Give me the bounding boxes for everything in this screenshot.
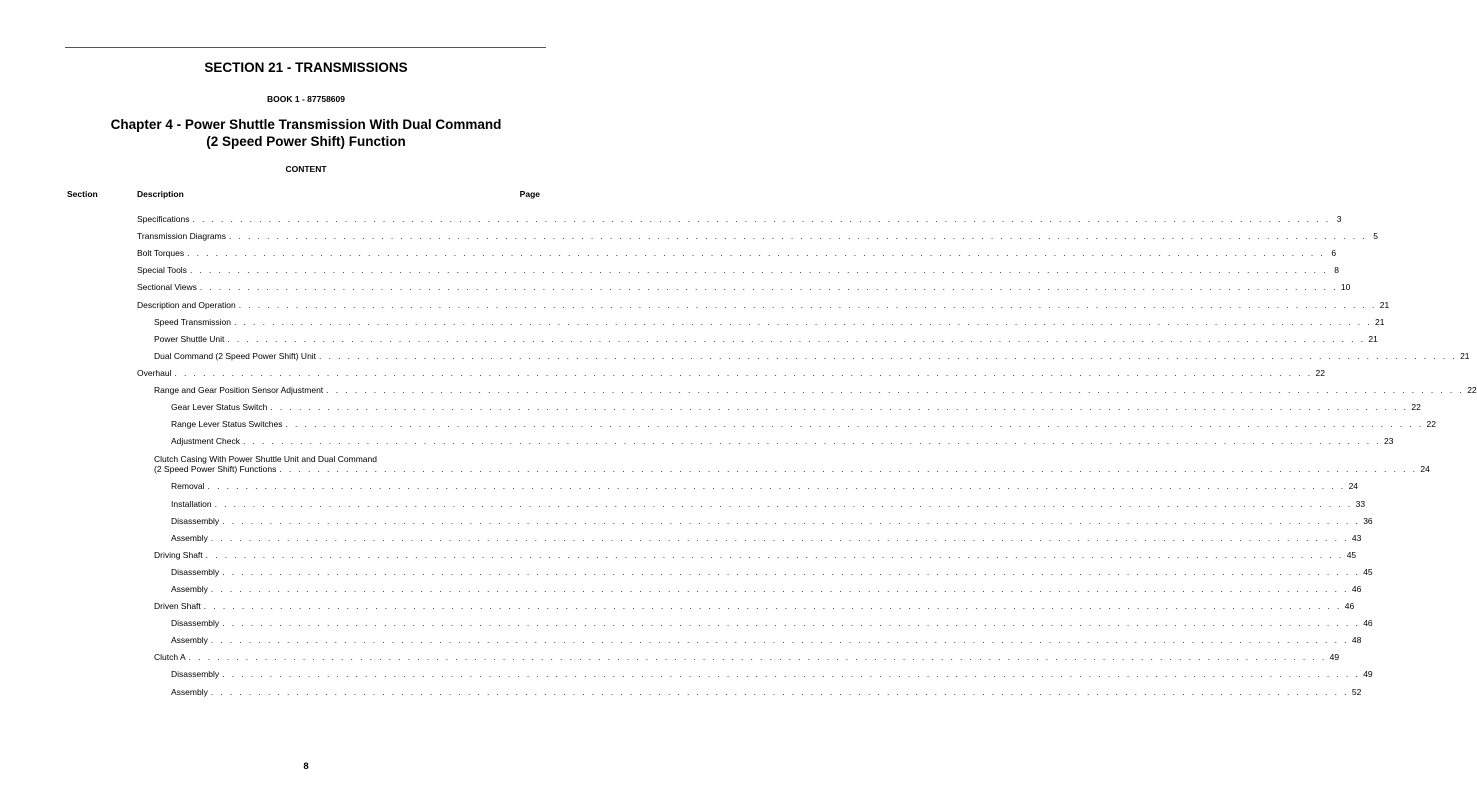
dot-leader: . . . . . . . . . . . . . . . . . . . . . . . . . . . . . . . . . . . . . . . . . . . . . . . . . . . . . . . . . . . . . . . . . . . . . . . . . . . . . . . . . . . . . . . . . . . . . . . . . . . . . . . . . . . . . . . . . . . . . . . . (210, 583, 1349, 594)
chapter-title-line-1: Chapter 4 - Power Shuttle Transmission With Dual Command (110, 117, 502, 132)
dot-leader: . . . . . . . . . . . . . . . . . . . . . . . . . . . . . . . . . . . . . . . . . . . . . . . . . . . . . . . . . . . . . . . . . . . . . . . . . . . . . . . . . . . . . . . . . . . . . . . . . . . . . . . . . . . . . . . . . . . . . . . . (319, 350, 1458, 361)
column-header-section: Section (67, 189, 98, 199)
toc-entry-label: Disassembly (171, 618, 220, 629)
column-header-page: Page (519, 189, 540, 199)
toc-entry (137, 310, 1385, 327)
toc-entry (137, 207, 1342, 225)
toc-entry-label: Assembly (171, 583, 208, 594)
column-header-description: Description (137, 189, 184, 199)
toc-entry-label: Special Tools (137, 265, 187, 276)
toc-entry-page: 48 (1351, 635, 1362, 646)
toc-entry-page: 46 (1344, 601, 1355, 612)
dot-leader: . . . . . . . . . . . . . . . . . . . . . . . . . . . . . . . . . . . . . . . . . . . . . . . . . . . . . . . . . . . . . . . . . . . . . . . . . . . . . . . . . . . . . . . . . . . . . . . . . . . . . . . . . . . . . . . . . . . . . . . . (228, 231, 1367, 242)
dot-leader: . . . . . . . . . . . . . . . . . . . . . . . . . . . . . . . . . . . . . . . . . . . . . . . . . . . . . . . . . . . . . . . . . . . . . . . . . . . . . . . . . . . . . . . . . . . . . . . . . . . . . . . . . . . . . . . . . . . . . . . . (285, 419, 1424, 430)
book-number: BOOK 1 - 87758609 (267, 94, 345, 104)
toc-entry-label: Range and Gear Position Sensor Adjustment (154, 385, 324, 396)
toc-entry-page: 10 (1340, 282, 1351, 293)
dot-leader: . . . . . . . . . . . . . . . . . . . . . . . . . . . . . . . . . . . . . . . . . . . . . . . . . . . . . . . . . . . . . . . . . . . . . . . . . . . . . . . . . . . . . . . . . . . . . . . . . . . . . . . . . . . . . . . . . . . . . . . . (210, 686, 1349, 697)
dot-leader: . . . . . . . . . . . . . . . . . . . . . . . . . . . . . . . . . . . . . . . . . . . . . . . . . . . . . . . . . . . . . . . . . . . . . . . . . . . . . . . . . . . . . . . . . . . . . . . . . . . . . . . . . . . . . . . . . . . . . . . . (270, 402, 1409, 413)
toc-entry-page: 52 (1351, 686, 1362, 697)
dot-leader: . . . . . . . . . . . . . . . . . . . . . . . . . . . . . . . . . . . . . . . . . . . . . . . . . . . . . . . . . . . . . . . . . . . . . . . . . . . . . . . . . . . . . . . . . . . . . . . . . . . . . . . . . . . . . . . . . . . . . . . . (174, 367, 1313, 378)
dot-leader: . . . . . . . . . . . . . . . . . . . . . . . . . . . . . . . . . . . . . . . . . . . . . . . . . . . . . . . . . . . . . . . . . . . . . . . . . . . . . . . . . . . . . . . . . . . . . . . . . . . . . . . . . . . . . . . . . . . . . . . . (222, 669, 1361, 680)
toc-entry (137, 275, 1351, 293)
toc-entry-page: 21 (1379, 299, 1390, 310)
toc-entry-label: Assembly (171, 532, 208, 543)
toc-entry-page: 43 (1351, 532, 1362, 543)
toc-entry-label: Power Shuttle Unit (154, 333, 225, 344)
toc-entry-page: 45 (1363, 566, 1373, 577)
toc-entry-page: 24 (1348, 481, 1359, 492)
toc-entry-label: Disassembly (171, 669, 220, 680)
toc-entry-page: 3 (1336, 214, 1342, 225)
toc-entry (137, 577, 1362, 594)
toc-entry-page: 24 (1420, 464, 1430, 475)
toc-entry (137, 679, 1362, 697)
toc-entry-page: 21 (1368, 333, 1378, 344)
toc-entry-page: 21 (1460, 350, 1470, 361)
toc-entry (137, 344, 1470, 361)
toc-entry (137, 560, 1373, 577)
dot-leader: . . . . . . . . . . . . . . . . . . . . . . . . . . . . . . . . . . . . . . . . . . . . . . . . . . . . . . . . . . . . . . . . . . . . . . . . . . . . . . . . . . . . . . . . . . . . . . . . . . . . . . . . . . . . . . . . . . . . . . . . (203, 601, 1342, 612)
toc-entry-page: 46 (1363, 618, 1373, 629)
toc-entry (137, 611, 1373, 629)
toc-entry (137, 543, 1357, 560)
toc-entry-label: Disassembly (171, 566, 220, 577)
dot-leader: . . . . . . . . . . . . . . . . . . . . . . . . . . . . . . . . . . . . . . . . . . . . . . . . . . . . . . . . . . . . . . . . . . . . . . . . . . . . . . . . . . . . . . . . . . . . . . . . . . . . . . . . . . . . . . . . . . . . . . . . (326, 385, 1465, 396)
toc-entry (137, 526, 1362, 543)
dot-leader: . . . . . . . . . . . . . . . . . . . . . . . . . . . . . . . . . . . . . . . . . . . . . . . . . . . . . . . . . . . . . . . . . . . . . . . . . . . . . . . . . . . . . . . . . . . . . . . . . . . . . . . . . . . . . . . . . . . . . . . . (222, 515, 1361, 526)
toc-entry-label: Disassembly (171, 515, 220, 526)
toc-entry-page: 22 (1411, 402, 1421, 413)
toc-entry-page: 6 (1331, 248, 1337, 259)
toc-entry-label: Transmission Diagrams (137, 231, 226, 242)
toc-entry-label: Installation (171, 498, 212, 509)
dot-leader: . . . . . . . . . . . . . . . . . . . . . . . . . . . . . . . . . . . . . . . . . . . . . . . . . . . . . . . . . . . . . . . . . . . . . . . . . . . . . . . . . . . . . . . . . . . . . . . . . . . . . . . . . . . . . . . . . . . . . . . . (227, 333, 1366, 344)
toc-entry (137, 509, 1373, 526)
toc-entry-label: Specifications (137, 214, 190, 225)
dot-leader: . . . . . . . . . . . . . . . . . . . . . . . . . . . . . . . . . . . . . . . . . . . . . . . . . . . . . . . . . . . . . . . . . . . . . . . . . . . . . . . . . . . . . . . . . . . . . . . . . . . . . . . . . . . . . . . . . . . . . . . . (222, 618, 1361, 629)
toc-entry-label: Clutch Casing With Power Shuttle Unit and Dual Command (154, 454, 377, 465)
toc-entry-page: 49 (1329, 652, 1340, 663)
dot-leader: . . . . . . . . . . . . . . . . . . . . . . . . . . . . . . . . . . . . . . . . . . . . . . . . . . . . . . . . . . . . . . . . . . . . . . . . . . . . . . . . . . . . . . . . . . . . . . . . . . . . . . . . . . . . . . . . . . . . . . . . (187, 248, 1326, 259)
dot-leader: . . . . . . . . . . . . . . . . . . . . . . . . . . . . . . . . . . . . . . . . . . . . . . . . . . . . . . . . . . . . . . . . . . . . . . . . . . . . . . . . . . . . . . . . . . . . . . . . . . . . . . . . . . . . . . . . . . . . . . . . (207, 481, 1346, 492)
toc-entry (137, 395, 1421, 413)
toc-entry-label: Driven Shaft (154, 601, 201, 612)
toc-entry-label: Overhaul (137, 367, 172, 378)
toc-entry (137, 645, 1340, 663)
toc-entry-label: Assembly (171, 635, 208, 646)
toc-entry-label: Range Lever Status Switches (171, 419, 283, 430)
toc-entry-label: Speed Transmission (154, 316, 232, 327)
dot-leader: . . . . . . . . . . . . . . . . . . . . . . . . . . . . . . . . . . . . . . . . . . . . . . . . . . . . . . . . . . . . . . . . . . . . . . . . . . . . . . . . . . . . . . . . . . . . . . . . . . . . . . . . . . . . . . . . . . . . . . . . (192, 214, 1331, 225)
dot-leader: . . . . . . . . . . . . . . . . . . . . . . . . . . . . . . . . . . . . . . . . . . . . . . . . . . . . . . . . . . . . . . . . . . . . . . . . . . . . . . . . . . . . . . . . . . . . . . . . . . . . . . . . . . . . . . . . . . . . . . . . (210, 532, 1349, 543)
dot-leader: . . . . . . . . . . . . . . . . . . . . . . . . . . . . . . . . . . . . . . . . . . . . . . . . . . . . . . . . . . . . . . . . . . . . . . . . . . . . . . . . . . . . . . . . . . . . . . . . . . . . . . . . . . . . . . . . . . . . . . . . (199, 282, 1338, 293)
toc-entry (137, 446, 1430, 475)
toc-entry-page: 23 (1384, 436, 1394, 447)
toc-entry (137, 378, 1477, 396)
toc-entry-page: 45 (1346, 549, 1357, 560)
toc-entry (137, 241, 1337, 259)
section-title: SECTION 21 - TRANSMISSIONS (204, 60, 408, 75)
toc-entry-label: Description and Operation (137, 299, 236, 310)
chapter-title-line-2: (2 Speed Power Shift) Function (206, 134, 406, 149)
toc-entry-label: Adjustment Check (171, 436, 240, 447)
toc-entry-label: Gear Lever Status Switch (171, 402, 268, 413)
content-heading: CONTENT (285, 164, 327, 174)
toc-entry (137, 429, 1394, 447)
toc-entry-page: 22 (1315, 367, 1325, 378)
toc-entry-page: 21 (1375, 316, 1385, 327)
toc-entry-page: 8 (1334, 265, 1339, 276)
toc-entry (137, 361, 1325, 378)
toc-entry-label: Driving Shaft (154, 549, 203, 560)
dot-leader: . . . . . . . . . . . . . . . . . . . . . . . . . . . . . . . . . . . . . . . . . . . . . . . . . . . . . . . . . . . . . . . . . . . . . . . . . . . . . . . . . . . . . . . . . . . . . . . . . . . . . . . . . . . . . . . . . . . . . . . . (214, 498, 1353, 509)
toc-entry (137, 474, 1359, 492)
table-of-contents (137, 207, 1477, 697)
toc-entry-page: 36 (1363, 515, 1373, 526)
dot-leader: . . . . . . . . . . . . . . . . . . . . . . . . . . . . . . . . . . . . . . . . . . . . . . . . . . . . . . . . . . . . . . . . . . . . . . . . . . . . . . . . . . . . . . . . . . . . . . . . . . . . . . . . . . . . . . . . . . . . . . . . (189, 265, 1328, 276)
dot-leader: . . . . . . . . . . . . . . . . . . . . . . . . . . . . . . . . . . . . . . . . . . . . . . . . . . . . . . . . . . . . . . . . . . . . . . . . . . . . . . . . . . . . . . . . . . . . . . . . . . . . . . . . . . . . . . . . . . . . . . . . (205, 549, 1344, 560)
toc-entry (137, 594, 1355, 612)
dot-leader: . . . . . . . . . . . . . . . . . . . . . . . . . . . . . . . . . . . . . . . . . . . . . . . . . . . . . . . . . . . . . . . . . . . . . . . . . . . . . . . . . . . . . . . . . . . . . . . . . . . . . . . . . . . . . . . . . . . . . . . . (242, 436, 1381, 447)
toc-entry-page: 22 (1426, 419, 1436, 430)
toc-entry-label: Bolt Torques (137, 248, 185, 259)
header-rule (65, 47, 546, 48)
toc-entry (137, 292, 1390, 310)
page-number: 8 (303, 761, 309, 772)
dot-leader: . . . . . . . . . . . . . . . . . . . . . . . . . . . . . . . . . . . . . . . . . . . . . . . . . . . . . . . . . . . . . . . . . . . . . . . . . . . . . . . . . . . . . . . . . . . . . . . . . . . . . . . . . . . . . . . . . . . . . . . . (234, 316, 1373, 327)
toc-entry-page: 22 (1467, 385, 1477, 396)
toc-entry (137, 224, 1378, 242)
toc-entry-page: 5 (1373, 231, 1378, 242)
toc-entry-label: Clutch A (154, 652, 186, 663)
dot-leader: . . . . . . . . . . . . . . . . . . . . . . . . . . . . . . . . . . . . . . . . . . . . . . . . . . . . . . . . . . . . . . . . . . . . . . . . . . . . . . . . . . . . . . . . . . . . . . . . . . . . . . . . . . . . . . . . . . . . . . . . (279, 464, 1418, 475)
toc-entry-page: 49 (1363, 669, 1373, 680)
toc-entry (137, 327, 1378, 344)
toc-entry-label: Assembly (171, 686, 208, 697)
dot-leader: . . . . . . . . . . . . . . . . . . . . . . . . . . . . . . . . . . . . . . . . . . . . . . . . . . . . . . . . . . . . . . . . . . . . . . . . . . . . . . . . . . . . . . . . . . . . . . . . . . . . . . . . . . . . . . . . . . . . . . . . (222, 566, 1361, 577)
toc-entry-page: 33 (1355, 498, 1366, 509)
toc-entry (137, 258, 1339, 276)
dot-leader: . . . . . . . . . . . . . . . . . . . . . . . . . . . . . . . . . . . . . . . . . . . . . . . . . . . . . . . . . . . . . . . . . . . . . . . . . . . . . . . . . . . . . . . . . . . . . . . . . . . . . . . . . . . . . . . . . . . . . . . . (238, 299, 1377, 310)
toc-entry (137, 628, 1362, 646)
dot-leader: . . . . . . . . . . . . . . . . . . . . . . . . . . . . . . . . . . . . . . . . . . . . . . . . . . . . . . . . . . . . . . . . . . . . . . . . . . . . . . . . . . . . . . . . . . . . . . . . . . . . . . . . . . . . . . . . . . . . . . . . (210, 635, 1349, 646)
toc-entry (137, 662, 1373, 680)
toc-entry-label: Sectional Views (137, 282, 197, 293)
toc-entry-label: Dual Command (2 Speed Power Shift) Unit (154, 350, 317, 361)
toc-entry (137, 491, 1366, 509)
toc-entry-label-continued: (2 Speed Power Shift) Functions (154, 464, 277, 475)
toc-entry-page: 46 (1351, 583, 1362, 594)
toc-entry-label: Removal (171, 481, 205, 492)
chapter-title (0, 116, 612, 150)
toc-entry (137, 412, 1436, 430)
dot-leader: . . . . . . . . . . . . . . . . . . . . . . . . . . . . . . . . . . . . . . . . . . . . . . . . . . . . . . . . . . . . . . . . . . . . . . . . . . . . . . . . . . . . . . . . . . . . . . . . . . . . . . . . . . . . . . . . . . . . . . . . (188, 652, 1327, 663)
